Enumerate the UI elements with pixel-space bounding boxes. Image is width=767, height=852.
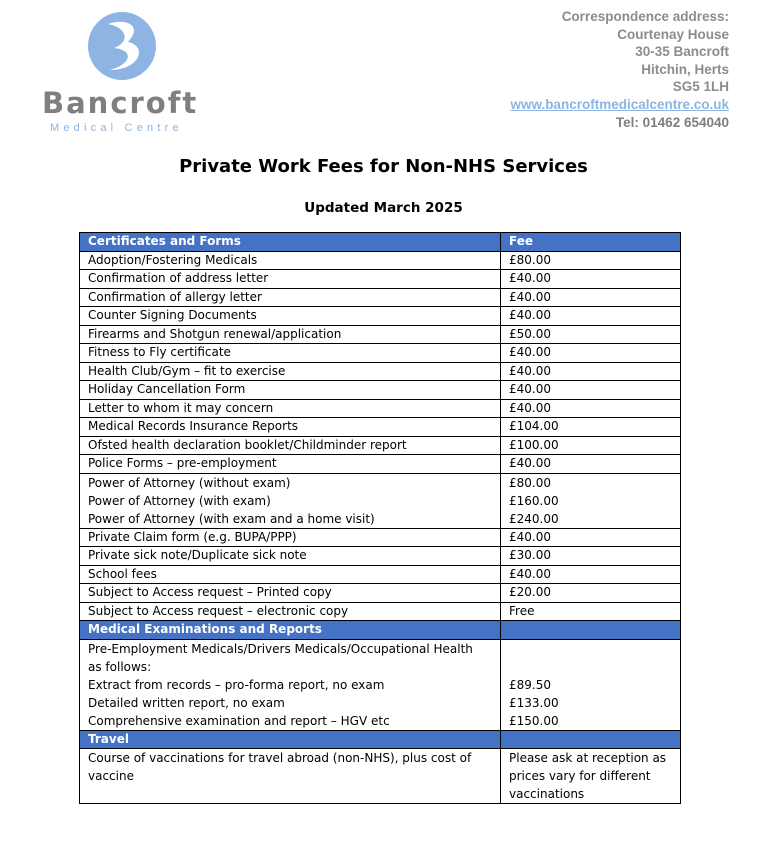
section-header-travel bbox=[80, 730, 681, 749]
page-subtitle: Updated March 2025 bbox=[304, 200, 463, 216]
table-row bbox=[80, 455, 681, 474]
telephone: Tel: 01462 654040 bbox=[615, 114, 729, 130]
row-intro: Pre-Employment Medicals/Drivers Medicals/Occupational Health bbox=[88, 641, 473, 656]
table-row-power-of-attorney bbox=[80, 473, 681, 528]
row-item: Letter to whom it may concern bbox=[80, 399, 501, 418]
row-fee: £89.50 bbox=[509, 677, 551, 692]
fees-table bbox=[79, 232, 681, 804]
table-row bbox=[80, 251, 681, 270]
address-line2: 30-35 Bancroft bbox=[635, 44, 729, 60]
row-item: Police Forms – pre-employment bbox=[80, 455, 501, 474]
table-row bbox=[80, 436, 681, 455]
row-fee: £30.00 bbox=[501, 547, 681, 566]
row-fee: Please ask at reception as bbox=[509, 751, 667, 765]
row-item: Comprehensive examination and report – HGV etc bbox=[88, 713, 390, 728]
logo-subtitle: Medical Centre bbox=[50, 122, 183, 134]
row-fee: £133.00 bbox=[509, 695, 559, 710]
logo-b-icon bbox=[88, 12, 156, 80]
table-row bbox=[80, 602, 681, 621]
row-fee: £50.00 bbox=[501, 325, 681, 344]
row-item: Extract from records – pro-forma report, no exam bbox=[88, 677, 385, 692]
row-fee: £40.00 bbox=[501, 528, 681, 547]
table-row bbox=[80, 270, 681, 289]
address-line1: Courtenay House bbox=[617, 26, 729, 42]
row-fee: £104.00 bbox=[501, 418, 681, 437]
section-header-certificates bbox=[80, 233, 681, 252]
row-item: Confirmation of allergy letter bbox=[80, 288, 501, 307]
row-fee: £40.00 bbox=[501, 344, 681, 363]
section-title: Travel bbox=[80, 730, 501, 749]
row-item: Adoption/Fostering Medicals bbox=[80, 251, 501, 270]
table-row bbox=[80, 528, 681, 547]
row-item: School fees bbox=[80, 565, 501, 584]
table-row bbox=[80, 418, 681, 437]
row-item: Detailed written report, no exam bbox=[88, 695, 285, 710]
row-fee: vaccinations bbox=[509, 787, 585, 801]
row-item: Counter Signing Documents bbox=[80, 307, 501, 326]
row-fee: £40.00 bbox=[501, 288, 681, 307]
row-fee: £80.00 bbox=[501, 251, 681, 270]
row-fee: prices vary for different bbox=[509, 769, 651, 783]
row-fee: £160.00 bbox=[509, 493, 559, 508]
table-row bbox=[80, 307, 681, 326]
table-row bbox=[80, 381, 681, 400]
row-item: Confirmation of address letter bbox=[80, 270, 501, 289]
table-row bbox=[80, 362, 681, 381]
row-item: Subject to Access request – electronic copy bbox=[80, 602, 501, 621]
section-title: Certificates and Forms bbox=[80, 233, 501, 252]
row-fee: £80.00 bbox=[509, 475, 551, 490]
row-item: Health Club/Gym – fit to exercise bbox=[80, 362, 501, 381]
address-label: Correspondence address: bbox=[561, 9, 729, 24]
table-row bbox=[80, 325, 681, 344]
row-item: Firearms and Shotgun renewal/application bbox=[80, 325, 501, 344]
row-fee: £20.00 bbox=[501, 584, 681, 603]
row-fee: £40.00 bbox=[501, 270, 681, 289]
row-item: Power of Attorney (without exam) bbox=[88, 475, 291, 490]
row-fee: £40.00 bbox=[501, 307, 681, 326]
table-row-medical-exams bbox=[80, 639, 681, 730]
row-item: Subject to Access request – Printed copy bbox=[80, 584, 501, 603]
table-row bbox=[80, 584, 681, 603]
bancroft-logo bbox=[40, 10, 210, 134]
section-title: Medical Examinations and Reports bbox=[80, 621, 501, 640]
row-item: Private sick note/Duplicate sick note bbox=[80, 547, 501, 566]
row-fee: £40.00 bbox=[501, 362, 681, 381]
table-row bbox=[80, 288, 681, 307]
correspondence-address bbox=[510, 8, 729, 131]
fee-header: Fee bbox=[501, 233, 681, 252]
row-item: Power of Attorney (with exam) bbox=[88, 493, 271, 508]
page-title: Private Work Fees for Non-NHS Services bbox=[179, 156, 588, 177]
table-row bbox=[80, 399, 681, 418]
row-item: Medical Records Insurance Reports bbox=[80, 418, 501, 437]
row-item: Power of Attorney (with exam and a home visit) bbox=[88, 511, 375, 526]
row-fee: £40.00 bbox=[501, 399, 681, 418]
table-row bbox=[80, 565, 681, 584]
row-fee: £240.00 bbox=[509, 511, 559, 526]
row-item: Holiday Cancellation Form bbox=[80, 381, 501, 400]
address-postcode: SG5 1LH bbox=[672, 79, 729, 95]
table-row bbox=[80, 344, 681, 363]
table-row bbox=[80, 547, 681, 566]
section-header-medical-examinations bbox=[80, 621, 681, 640]
row-fee: £100.00 bbox=[501, 436, 681, 455]
row-item: vaccine bbox=[88, 769, 134, 783]
row-item: Course of vaccinations for travel abroad (non-NHS), plus cost of bbox=[88, 751, 472, 765]
row-item: Private Claim form (e.g. BUPA/PPP) bbox=[80, 528, 501, 547]
row-fee: £40.00 bbox=[501, 381, 681, 400]
address-line3: Hitchin, Herts bbox=[641, 61, 729, 77]
table-row-travel bbox=[80, 749, 681, 804]
row-fee: £40.00 bbox=[501, 565, 681, 584]
row-fee: £40.00 bbox=[501, 455, 681, 474]
logo-name: Bancroft bbox=[42, 86, 199, 120]
row-fee: Free bbox=[501, 602, 681, 621]
row-intro: as follows: bbox=[88, 659, 152, 674]
website-link[interactable]: www.bancroftmedicalcentre.co.uk bbox=[510, 96, 729, 112]
row-item: Fitness to Fly certificate bbox=[80, 344, 501, 363]
row-fee: £150.00 bbox=[509, 713, 559, 728]
row-item: Ofsted health declaration booklet/Childminder report bbox=[80, 436, 501, 455]
